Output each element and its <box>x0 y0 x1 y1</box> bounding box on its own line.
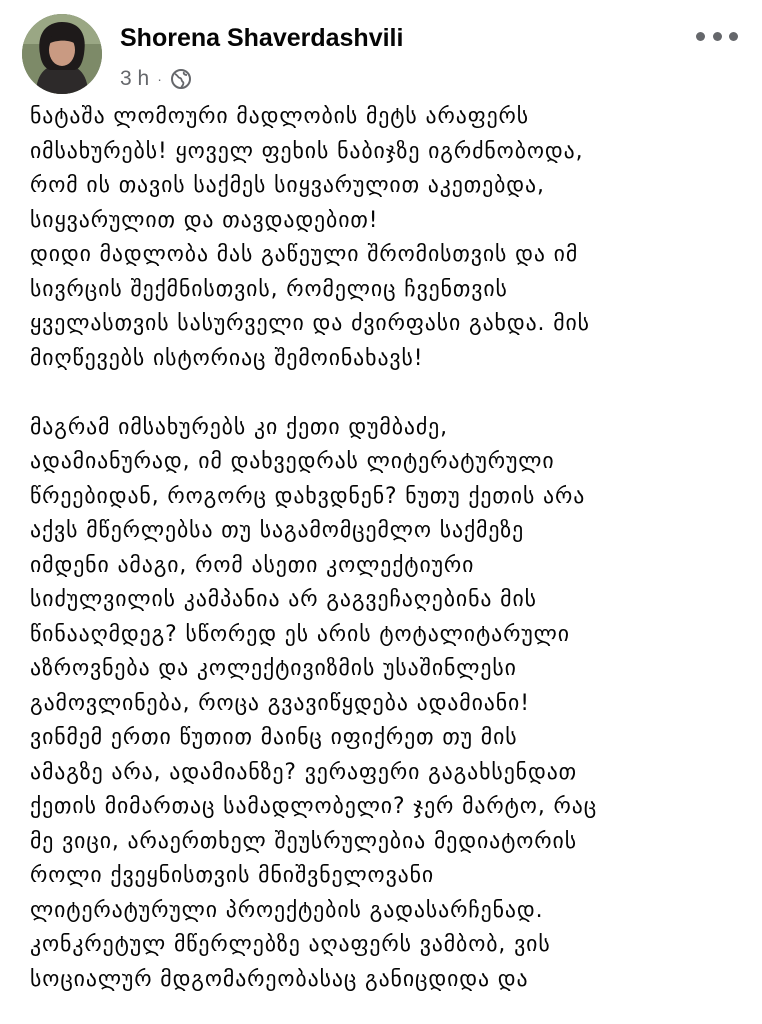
post-text-line: ლიტერატურული პროექტების გადასარჩენად. <box>30 897 544 923</box>
more-dot <box>713 32 722 41</box>
post-text-line: მიღწევებს ისტორიაც შემოინახავს! <box>30 345 424 371</box>
post-text-line: წრეებიდან, როგორც დახვდნენ? ნუთუ ქეთის არა <box>30 483 586 509</box>
post-text-line: იმსახურებს! ყოველ ფეხის ნაბიჯზე იგრძნობოდა, <box>30 138 584 164</box>
post-text-line: რომ ის თავის საქმეს სიყვარულით აკეთებდა, <box>30 173 545 198</box>
meta-separator: · <box>157 71 162 87</box>
post-text-line: სივრცის შექმნისთვის, რომელიც ჩვენთვის <box>30 276 508 302</box>
post-body <box>30 100 750 997</box>
more-dot <box>729 32 738 41</box>
post-text-line: ვინმემ ერთი წუთით მაინც იფიქრეთ თუ მის <box>30 725 518 750</box>
post-text-line: მაგრამ იმსახურებს კი ქეთი დუმბაძე, <box>30 414 448 440</box>
globe-icon[interactable] <box>170 68 192 90</box>
more-options-icon[interactable] <box>696 22 738 50</box>
post-text-line: ქეთის მიმართაც სამადლობელი? ჯერ მარტო, რაც <box>30 794 598 819</box>
post-text-line: დიდი მადლობა მას გაწეული შრომისთვის და იმ <box>30 242 579 267</box>
post-text-line: გამოვლინება, როცა გვავიწყდება ადამიანი! <box>30 690 530 716</box>
post-text-line: ყველასთვის სასურველი და ძვირფასი გახდა. მის <box>30 311 590 336</box>
more-dot <box>696 32 705 41</box>
post-text-line: სოციალურ მდგომარეობასაც განიცდიდა და <box>30 966 529 992</box>
post-text-line: ნატაშა ლომოური მადლობის მეტს არაფერს <box>30 104 530 129</box>
post-meta <box>120 64 192 94</box>
post-timestamp[interactable]: 3 h <box>120 67 150 90</box>
author-avatar[interactable] <box>22 14 102 94</box>
post-text-line: კონკრეტულ მწერლებზე აღაფერს ვამბობ, ვის <box>30 932 551 957</box>
post-text-line: წინააღმდეგ? სწორედ ეს არის ტოტალიტარული <box>30 621 570 647</box>
post-text-line: იმდენი ამაგი, რომ ასეთი კოლექტიური <box>30 552 475 578</box>
post-text-line: აზროვნება და კოლექტივიზმის უსაშინლესი <box>30 656 517 681</box>
post-text-line: სიძულვილის კამპანია არ გაგვეჩაღებინა მის <box>30 587 537 612</box>
paragraph-gap <box>30 376 750 411</box>
author-name[interactable]: Shorena Shaverdashvili <box>120 24 404 52</box>
post-text-line: როლი ქვეყნისთვის მნიშვნელოვანი <box>30 863 435 888</box>
post-text-line: აქვს მწერლებსა თუ საგამომცემლო საქმეზე <box>30 518 525 543</box>
post-text-line: სიყვარულით და თავდადებით! <box>30 207 379 233</box>
post-header <box>0 0 762 100</box>
post-text-line: მე ვიცი, არაერთხელ შეუსრულებია მედიატორის <box>30 828 578 854</box>
post-text-line: ადამიანურად, იმ დახვედრას ლიტერატურული <box>30 449 555 474</box>
avatar-photo <box>22 14 102 94</box>
post-text-line: ამაგზე არა, ადამიანზე? ვერაფერი გაგახსენდათ <box>30 759 578 785</box>
